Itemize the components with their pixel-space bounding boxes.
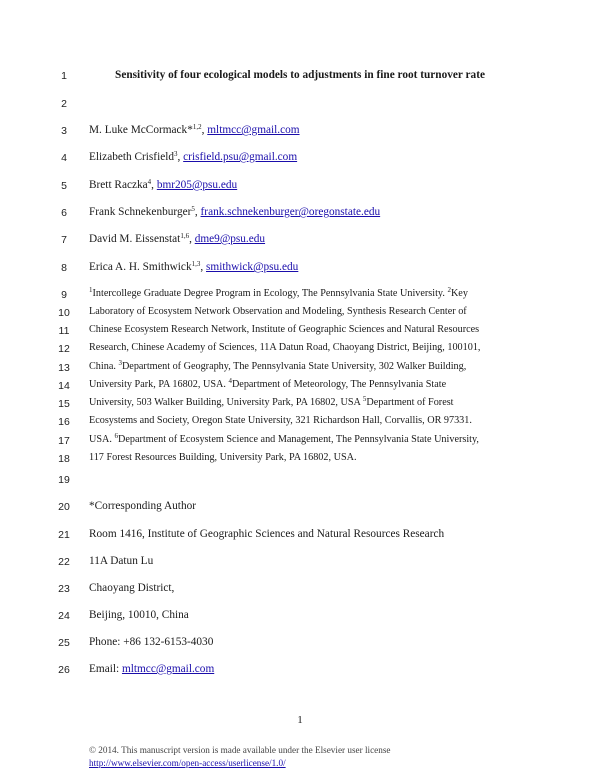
line-number: 20 xyxy=(58,501,70,513)
line-number: 9 xyxy=(61,289,67,301)
line-number: 16 xyxy=(58,416,70,428)
author-line: Frank Schnekenburger$^5$, frank.schnekenburger@oregonstate.edu xyxy=(89,205,381,218)
affiliation-text: China. xyxy=(89,361,119,372)
line-number: 4 xyxy=(61,152,67,164)
license-url xyxy=(89,758,286,768)
line-number: 24 xyxy=(58,610,70,622)
author-superscript: 1,6 xyxy=(180,232,190,240)
line-number: 15 xyxy=(58,398,70,410)
author-line: Erica A. H. Smithwick$^{1,3}$, smithwick@psu.edu xyxy=(89,260,299,273)
corresponding-address: 11A Datun Lu xyxy=(89,555,154,567)
affiliation-text: Department of Forest xyxy=(366,397,454,408)
affiliation-text: University, 503 Walker Building, University Park, PA 16802, USA xyxy=(89,397,363,408)
author-superscript: 4 xyxy=(147,178,152,186)
author-name: Elizabeth Crisfield xyxy=(89,151,175,163)
line-number: 22 xyxy=(58,556,70,568)
line-number: 1 xyxy=(61,70,67,82)
line-number: 14 xyxy=(58,380,70,392)
paper-title: Sensitivity of four ecological models to adjustments in fine root turnover rate xyxy=(115,69,485,81)
affiliation-text: USA. xyxy=(89,434,115,445)
corresponding-email-line xyxy=(89,663,214,675)
author-email-link[interactable]: bmr205@psu.edu xyxy=(156,179,238,191)
affiliation-text: Key xyxy=(450,288,468,299)
affiliation-line xyxy=(89,397,454,408)
author-superscript: 5 xyxy=(191,205,195,213)
author-superscript: 1,2 xyxy=(192,123,202,131)
line-number: 23 xyxy=(58,583,70,595)
affiliation-text: University Park, PA 16802, USA. xyxy=(89,379,229,390)
affiliation-superscript: 4 xyxy=(228,377,232,385)
author-email-link[interactable]: smithwick@psu.edu xyxy=(206,261,299,273)
corresponding-address: Beijing, 10010, China xyxy=(89,609,189,621)
author-email-link[interactable]: dme9@psu.edu xyxy=(194,233,266,245)
line-number: 7 xyxy=(61,234,67,246)
affiliation-line: Research, Chinese Academy of Sciences, 11A Datun Road, Chaoyang District, Beijing, 100101, xyxy=(89,342,481,353)
author-email-link[interactable]: mltmcc@gmail.com xyxy=(207,124,300,136)
line-number: 13 xyxy=(58,362,70,374)
line-number: 5 xyxy=(61,180,67,192)
affiliation-line xyxy=(89,379,446,390)
corresponding-address: Chaoyang District, xyxy=(89,582,175,594)
license-notice: © 2014. This manuscript version is made available under the Elsevier user license xyxy=(89,745,391,755)
affiliation-superscript: 3 xyxy=(118,359,122,367)
author-name: Frank Schnekenburger xyxy=(89,206,192,218)
author-line: Elizabeth Crisfield$^3$, crisfield.psu@gmail.com xyxy=(89,150,298,163)
author-line: M. Luke McCormack*$^{1,2}$, mltmcc@gmail.com xyxy=(89,123,300,136)
affiliation-text: Department of Ecosystem Science and Management, The Pennsylvania State University, xyxy=(117,434,479,445)
author-name: Erica A. H. Smithwick xyxy=(89,261,192,273)
line-number: 26 xyxy=(58,664,70,676)
author-superscript: 1,3 xyxy=(191,260,201,268)
affiliation-line xyxy=(89,288,468,299)
page-number: 1 xyxy=(297,714,303,726)
corresponding-address: Room 1416, Institute of Geographic Sciences and Natural Resources Research xyxy=(89,528,445,540)
corresponding-phone: Phone: +86 132-6153-4030 xyxy=(89,636,214,648)
line-number: 18 xyxy=(58,453,70,465)
author-email-link[interactable]: frank.schnekenburger@oregonstate.edu xyxy=(200,206,381,218)
affiliation-line xyxy=(89,434,479,445)
line-number: 12 xyxy=(58,343,70,355)
license-link[interactable]: http://www.elsevier.com/open-access/userlicense/1.0/ xyxy=(89,758,286,768)
affiliation-text: Intercollege Graduate Degree Program in Ecology, The Pennsylvania State University. xyxy=(92,288,448,299)
email-label: Email: xyxy=(89,663,122,675)
line-number: 10 xyxy=(58,307,70,319)
author-email-link[interactable]: crisfield.psu@gmail.com xyxy=(183,151,298,163)
line-number: 3 xyxy=(61,125,67,137)
author-line: Brett Raczka$^4$, bmr205@psu.edu xyxy=(89,178,238,191)
affiliation-superscript: 1 xyxy=(89,286,93,294)
affiliation-line: Ecosystems and Society, Oregon State University, 321 Richardson Hall, Corvallis, OR 97331. xyxy=(89,415,472,426)
author-name: David M. Eissenstat xyxy=(89,233,181,245)
corresponding-heading: *Corresponding Author xyxy=(89,500,197,512)
affiliation-line: Chinese Ecosystem Research Network, Institute of Geographic Sciences and Natural Resources xyxy=(89,324,480,335)
author-name: Brett Raczka xyxy=(89,179,148,191)
author-name: M. Luke McCormack* xyxy=(89,124,193,136)
line-number: 6 xyxy=(61,207,67,219)
affiliation-text: Department of Meteorology, The Pennsylvania State xyxy=(231,379,447,390)
line-number: 25 xyxy=(58,637,70,649)
affiliation-line: 117 Forest Resources Building, University Park, PA 16802, USA. xyxy=(89,452,357,463)
line-number: 8 xyxy=(61,262,67,274)
affiliation-superscript: 6 xyxy=(114,432,118,440)
affiliation-line xyxy=(89,361,466,372)
line-number: 2 xyxy=(61,98,67,110)
line-number: 11 xyxy=(58,325,70,337)
author-superscript: 3 xyxy=(174,150,178,158)
line-number: 17 xyxy=(58,435,70,447)
corresponding-email-link[interactable]: mltmcc@gmail.com xyxy=(121,663,215,675)
affiliation-text: Department of Geography, The Pennsylvania State University, 302 Walker Building, xyxy=(121,361,467,372)
line-number: 21 xyxy=(58,529,70,541)
affiliation-line: Laboratory of Ecosystem Network Observation and Modeling, Synthesis Research Center of xyxy=(89,306,467,317)
affiliation-superscript: 2 xyxy=(447,286,451,294)
line-number: 19 xyxy=(58,474,70,486)
affiliation-superscript: 5 xyxy=(362,395,367,403)
author-line: David M. Eissenstat$^{1,6}$, dme9@psu.edu xyxy=(89,232,266,245)
